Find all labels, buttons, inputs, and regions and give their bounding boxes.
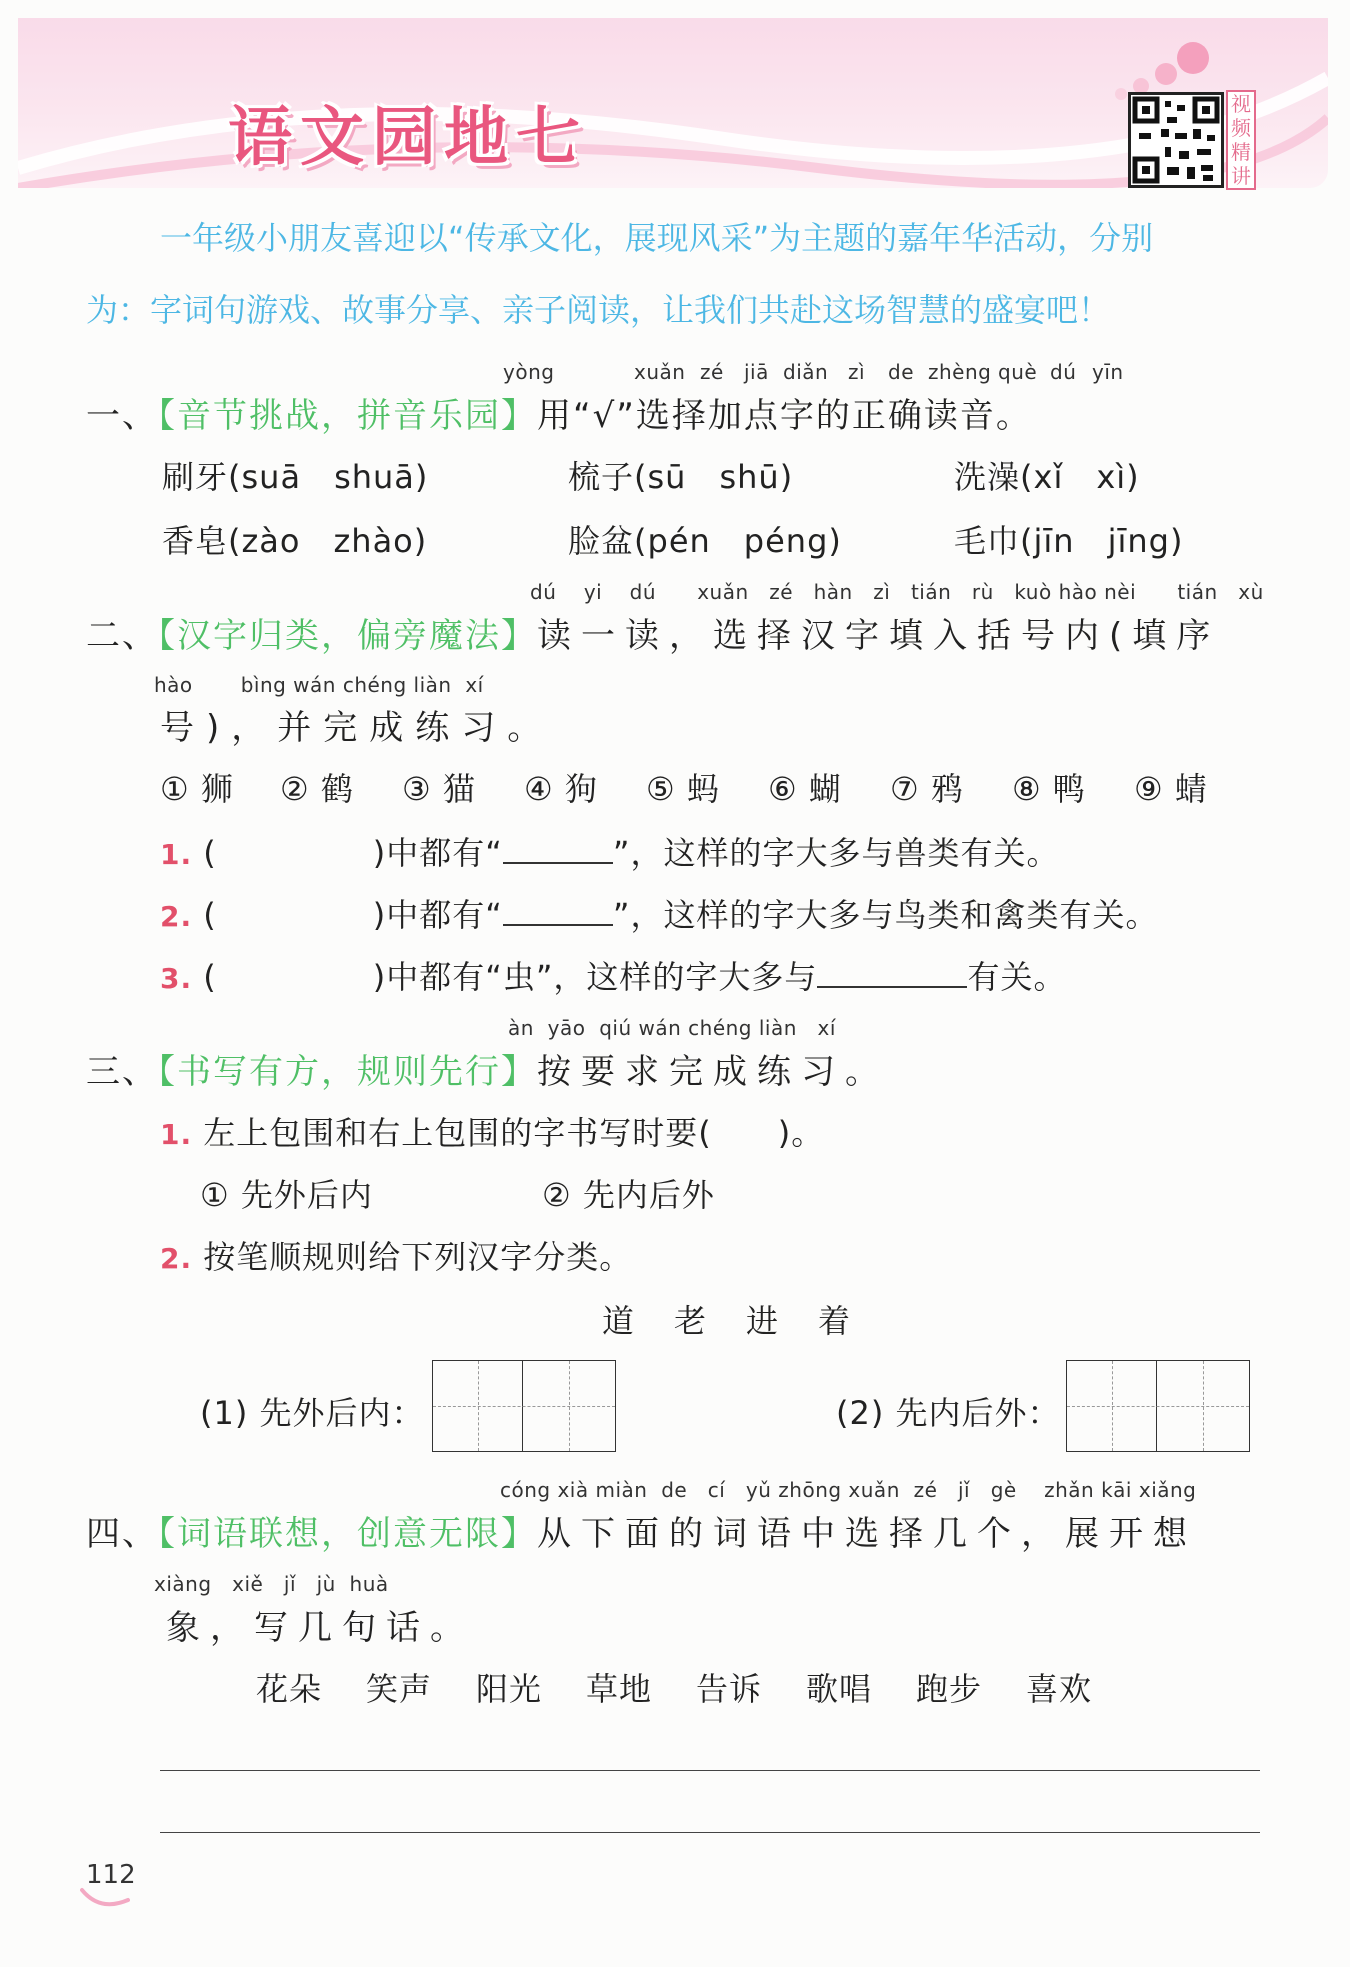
s4-word-4: 草地 <box>586 1670 653 1708</box>
s2-char-8: ⑧ 鸭 <box>1012 770 1086 808</box>
s2-tag: 【汉字归类，偏旁魔法】 <box>158 616 537 656</box>
s2-char-6: ⑥ 蝴 <box>768 770 842 808</box>
s3-number: 三、 <box>86 1052 158 1092</box>
s3-option-2[interactable]: ② 先内后外 <box>542 1176 715 1214</box>
s1-item-1: 刷牙(suā shuā) <box>162 458 429 496</box>
s1-item-4: 香皂(zào zhào) <box>162 522 428 560</box>
s4-word-2: 笑声 <box>366 1670 433 1708</box>
s4-word-5: 告诉 <box>696 1670 763 1708</box>
s4-word-7: 跑步 <box>916 1670 983 1708</box>
page-number: 112 <box>86 1860 136 1890</box>
s2-pinyin-line1: dú yi dú xuǎn zé hàn zì tián rù kuò hào nèi tián xù <box>530 580 1264 604</box>
s1-heading <box>86 388 1032 437</box>
s2-q1-answer-blank[interactable] <box>503 862 613 864</box>
qr-label: 视频精讲 <box>1226 90 1256 190</box>
s1-pinyin-4: diǎn <box>783 360 829 384</box>
s2-char-2: ② 鹤 <box>280 770 354 808</box>
s3-instruction: 按要求完成练习。 <box>537 1052 889 1092</box>
s1-instruction: 用“√”选择加点字的正确读音。 <box>537 396 1032 436</box>
s1-pinyin-5: zì <box>848 360 866 384</box>
s1-number: 一、 <box>86 396 158 436</box>
s3-tag: 【书写有方，规则先行】 <box>158 1052 537 1092</box>
s2-number: 二、 <box>86 616 158 656</box>
s4-instruction-2: 象，写几句话。 <box>166 1608 474 1648</box>
s2-q3-answer-blank[interactable] <box>817 986 967 988</box>
writing-line-2[interactable] <box>160 1832 1260 1833</box>
s3-word-list: 道 老 进 着 <box>602 1302 855 1340</box>
s3-heading <box>86 1044 889 1093</box>
s2-question-2: 2. ( )中都有“ ”，这样的字大多与鸟类和禽类有关。 <box>160 896 1159 934</box>
s1-item-3: 洗澡(xǐ xì) <box>954 458 1140 496</box>
s4-word-6: 歌唱 <box>806 1670 873 1708</box>
s2-pinyin-line2: hào bìng wán chéng liàn xí <box>154 673 484 697</box>
page-title: 语文园地七 <box>228 101 588 175</box>
s4-pinyin-line1: cóng xià miàn de cí yǔ zhōng xuǎn zé jǐ gè zhǎn kāi xiǎng <box>500 1478 1197 1502</box>
s1-pinyin-10: yīn <box>1092 360 1124 384</box>
s1-pinyin-1: xuǎn <box>634 360 686 384</box>
s2-char-1: ① 狮 <box>160 770 234 808</box>
intro-line-2: 为：字词句游戏、故事分享、亲子阅读，让我们共赴这场智慧的盛宴吧！ <box>86 291 1111 329</box>
s3-group-2-label: (2) 先内后外： <box>836 1394 1061 1432</box>
s2-question-3: 3. ( )中都有“虫”，这样的字大多与 有关。 <box>160 958 1067 996</box>
s1-pinyin-0: yòng <box>503 360 555 384</box>
s2-char-5: ⑤ 蚂 <box>646 770 720 808</box>
s3-question-1: 1. 左上包围和右上包围的字书写时要( )。 <box>160 1114 825 1152</box>
s1-item-5: 脸盆(pén péng) <box>568 522 842 560</box>
s2-heading-line1 <box>86 608 1220 657</box>
s2-char-7: ⑦ 鸦 <box>890 770 964 808</box>
s1-item-2: 梳子(sū shū) <box>568 458 794 496</box>
s3-pinyin: àn yāo qiú wán chéng liàn xí <box>508 1016 836 1040</box>
s2-question-1: 1. ( )中都有“ ”，这样的字大多与兽类有关。 <box>160 834 1060 872</box>
s3-question-2: 2. 按笔顺规则给下列汉字分类。 <box>160 1238 633 1276</box>
s4-word-3: 阳光 <box>476 1670 543 1708</box>
s4-word-1: 花朵 <box>256 1670 323 1708</box>
s1-pinyin-2: zé <box>700 360 724 384</box>
qr-pattern-icon <box>1131 95 1221 185</box>
qr-code[interactable] <box>1128 92 1224 188</box>
page-number-swoosh-icon <box>80 1886 130 1910</box>
s2-instruction-1: 读一读，选择汉字填入括号内(填序 <box>537 616 1221 656</box>
s2-q2-answer-blank[interactable] <box>503 924 613 926</box>
s2-char-4: ④ 狗 <box>524 770 598 808</box>
intro-line-1: 一年级小朋友喜迎以“传承文化，展现风采”为主题的嘉年华活动，分别 <box>160 219 1154 257</box>
writing-line-1[interactable] <box>160 1770 1260 1771</box>
s3-group-2-grid[interactable] <box>1066 1360 1250 1452</box>
s3-group-1-label: (1) 先外后内： <box>200 1394 425 1432</box>
s4-instruction-1: 从下面的词语中选择几个，展开想 <box>537 1514 1197 1554</box>
s1-tag: 【音节挑战，拼音乐园】 <box>158 396 537 436</box>
s4-word-8: 喜欢 <box>1026 1670 1093 1708</box>
s4-heading-line1 <box>86 1506 1197 1555</box>
s1-item-6: 毛巾(jīn jīng) <box>954 522 1184 560</box>
s1-pinyin-8: què <box>998 360 1038 384</box>
s1-pinyin-3: jiā <box>744 360 769 384</box>
s3-option-1[interactable]: ① 先外后内 <box>200 1176 373 1214</box>
s2-instruction-2: 号)，并完成练习。 <box>160 708 554 748</box>
s1-pinyin-6: de <box>888 360 914 384</box>
s3-group-1-grid[interactable] <box>432 1360 616 1452</box>
s2-char-9: ⑨ 蜻 <box>1134 770 1208 808</box>
s1-pinyin-9: dú <box>1050 360 1077 384</box>
s4-number: 四、 <box>86 1514 158 1554</box>
s1-pinyin-7: zhèng <box>928 360 992 384</box>
s2-char-3: ③ 猫 <box>402 770 476 808</box>
s4-pinyin-line2: xiàng xiě jǐ jù huà <box>154 1572 389 1596</box>
s4-tag: 【词语联想，创意无限】 <box>158 1514 537 1554</box>
